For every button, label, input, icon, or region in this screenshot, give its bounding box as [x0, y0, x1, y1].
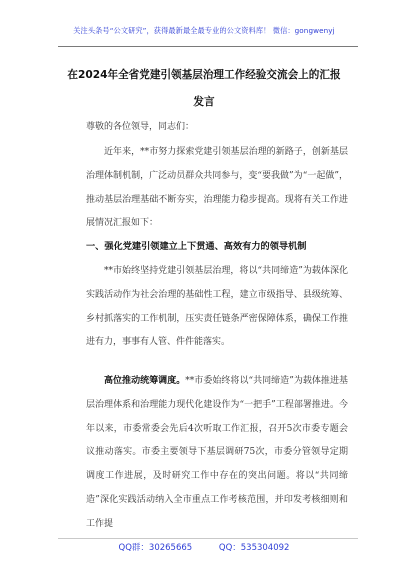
paragraph-3 [86, 370, 348, 537]
footer-divider [58, 538, 358, 539]
footer-qq-number: QQ：535304092 [218, 543, 290, 553]
paragraph-intro-text: 近年来，**市努力探索党建引领基层治理的新路子，创新基层治理体制机制，广泛动员群众共同参与，变“要我做”为“一起做”，推动基层治理基础不断夯实，治理能力稳步提高。现将有关工作进展情况汇报如下： [86, 147, 348, 229]
paragraph-2-text: **市始终坚持党建引领基层治理，将以“共同缔造”为载体深化实践活动作为社会治理的基础性工程，建立市级指导、县级统筹、乡村抓落实的工作机制，压实责任链条严密保障体系，确保工作推进有力，事事有人管、件件能落实。 [86, 266, 348, 348]
greeting-text: 尊敬的各位领导，同志们： [86, 122, 195, 132]
paragraph-3-body: **市委始终将以“共同缔造”为载体推进基层治理体系和治理能力现代化建设作为“一把手”工程部署推进。今年以来，市委常委会先后4次听取工作汇报，召开5次市委专题会议推动落实。市委主要领导下基层调研75次，市委分管领导定期调度工作进展，及时研究工作中存在的突出问题。将以“共同缔造”深化实践活动纳入全市重点工作考核范围，并印发考核细则和工作提 [86, 376, 348, 529]
paragraph-3-lead: 高位推动统筹调度。 [104, 376, 186, 386]
paragraph-3-text [86, 370, 348, 537]
greeting [86, 116, 348, 140]
document-title-line-1: 在2024年全省党建引领基层治理工作经验交流会上的汇报 [67, 69, 341, 81]
header-divider [58, 46, 358, 47]
paragraph-intro [86, 141, 348, 236]
footer-contact [0, 541, 408, 553]
header-banner: 关注头条号“公文研究”，获得最新最全最专业的公文资料库！ 微信：gongwenyj [73, 26, 335, 35]
section-heading-1: 一、强化党建引领建立上下贯通、高效有力的领导机制 [86, 241, 307, 252]
paragraph-2 [86, 260, 348, 355]
document-title-line-2: 发言 [193, 96, 215, 108]
footer-qq-group: QQ群：30265665 [118, 543, 193, 553]
